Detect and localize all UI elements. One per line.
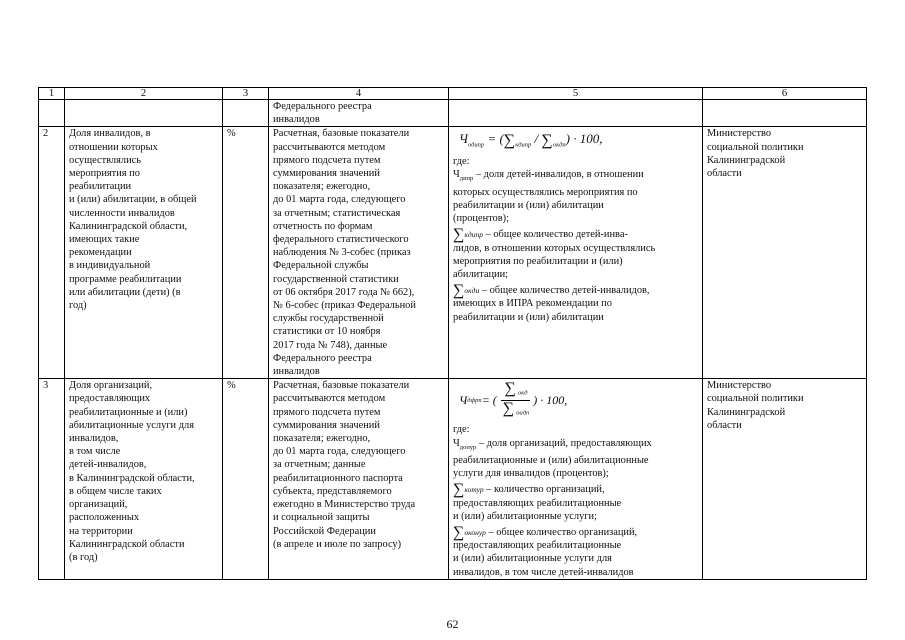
formula-cell: $Ч_{одипр} = (\sum_{кдипр} / \sum_{окдп}) \cdot 100$, где: $Ч_{дипр}$ – доля детей-инвалидов, в отношении которых осуществлялись мероприятия по реабилитации и (или) абилитации (процентов); ∑кдипр – общее количество детей-инва- лидов, в отношении которых осуществлялись мероприятия по реабилитации и (или) абилитации; ∑окди – общее количество детей-инвалидов, имеющих в ИПРА рекомендации по реабилитации и (или) абилитации — [449, 127, 703, 379]
page-number: 62 — [446, 617, 459, 631]
formula: Ч дфрп = ( $\frac{\sum _{окд}}{\sum _{оадп}}$ ) · 100, — [459, 381, 698, 419]
unit-cell: % — [223, 127, 269, 379]
sum-icon: ∑ — [502, 399, 515, 417]
indicators-table — [38, 87, 867, 580]
formula: $Ч_{одипр} = (\sum_{кдипр} / \sum_{окдп}) \cdot 100$, — [459, 131, 603, 150]
unit-cell: % — [223, 379, 269, 580]
header-row — [39, 88, 867, 100]
header-cell: 2 — [65, 88, 223, 100]
continuation-row — [39, 100, 867, 127]
formula-cell: Ч дфрп = ( $\frac{\sum _{окд}}{\sum _{оадп}}$ ) · 100, где: $Ч_{допур}$ – доля организаций, предоставляющих реабилитационные и (или) абилитационные услуги для инвалидов (процентов); ∑котур – количество организаций, предоставляющих реабилитационные и (или) абилитационные услуги; ∑оконур – общее количество организаций, предоставляющих реабилитационные и (или) абилитационные услуги для инвалидов, в том числе детей-инвалидов — [449, 379, 703, 580]
fraction: $\frac{\sum _{окд}}{\sum _{оадп}}$ — [499, 381, 531, 419]
row-number: 2 — [39, 127, 65, 379]
method-continuation: Федерального реестра инвалидов — [269, 100, 449, 127]
method-cell: Расчетная, базовые показатели рассчитываются методом прямого подсчета путем суммирования значений показателя; ежегодно, до 01 марта года, следующего за отчетным; данные реабилитационного паспорта субъекта, представляемого ежегодно в Министерство труда и социальной защиты Российской Федерации (в апреле и июле по запросу) — [269, 379, 449, 580]
sum-icon: ∑ — [503, 132, 516, 150]
sum-icon: ∑ — [504, 380, 516, 398]
header-cell: 3 — [223, 88, 269, 100]
responsible-cell: Министерство социальной политики Калининградской области — [703, 379, 867, 580]
row-number: 3 — [39, 379, 65, 580]
table-row — [39, 127, 867, 379]
sum-icon: ∑ — [453, 481, 465, 499]
sum-icon: ∑ — [453, 282, 465, 300]
header-cell: 6 — [703, 88, 867, 100]
table-row — [39, 379, 867, 580]
sum-icon: ∑ — [453, 523, 465, 541]
header-cell: 1 — [39, 88, 65, 100]
indicator-cell: Доля организаций, предоставляющих реабилитационные и (или) абилитационные услуги для инвалидов, в том числе детей-инвалидов, в Калининградской области, в общем числе таких организаций, расположенных на территории Калининградской области (в год) — [65, 379, 223, 580]
responsible-cell: Министерство социальной политики Калининградской области — [703, 127, 867, 379]
header-cell: 5 — [449, 88, 703, 100]
header-cell: 4 — [269, 88, 449, 100]
sum-icon: ∑ — [541, 132, 553, 150]
sum-icon: ∑ — [453, 226, 465, 244]
method-cell: Расчетная, базовые показатели рассчитываются методом прямого подсчета путем суммирования значений показателя; ежегодно, до 01 марта года, следующего за отчетным; статистическая отчетность по формам федерального статистического наблюдения № 3-собес (приказ Федеральной службы государственной статистики от 06 октября 2017 года № 662), № 6-собес (приказ Федеральной службы государственной статистики от 10 ноября 2017 года № 748), данные Федерального реестра инвалидов — [269, 127, 449, 379]
indicator-cell: Доля инвалидов, в отношении которых осуществлялись мероприятия по реабилитации и (или) абилитации, в общей численности инвалидов Калининградской области, имеющих такие рекомендации в индивидуальной программе реабилитации или абилитации (дети) (в год) — [65, 127, 223, 379]
